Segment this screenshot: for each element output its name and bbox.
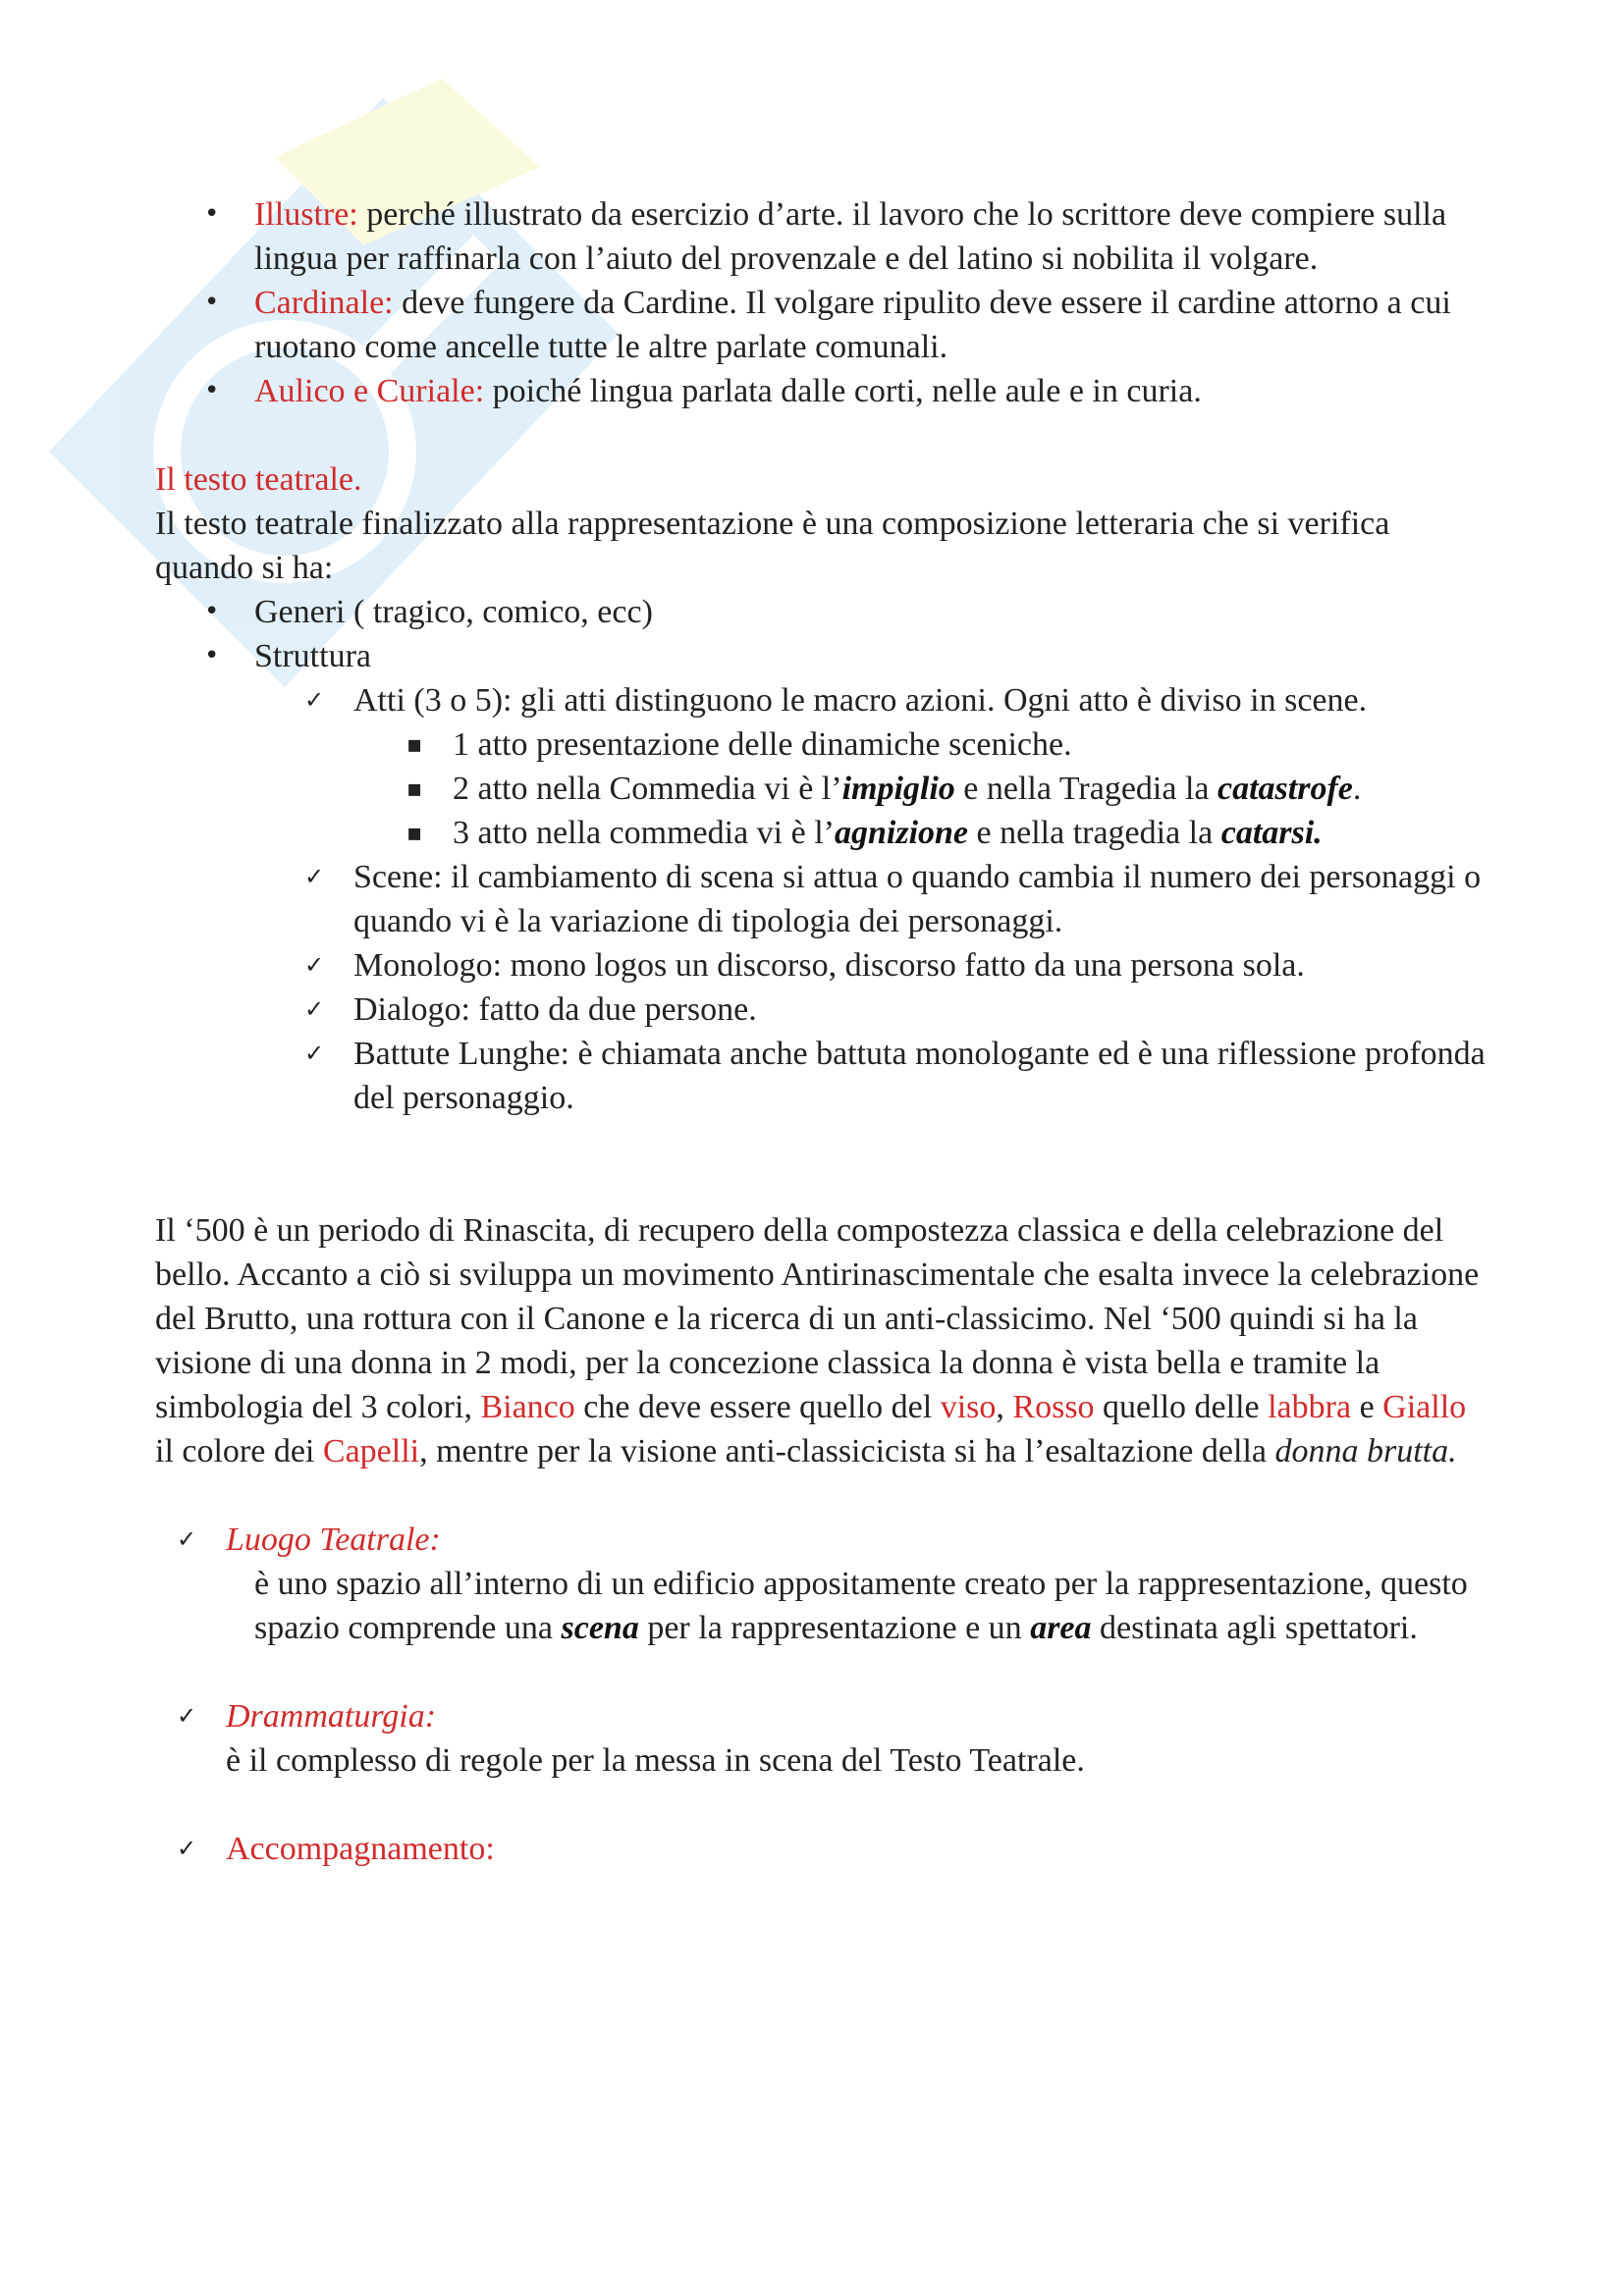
document-page <box>155 192 1490 1871</box>
check-item-drammaturgia <box>155 1694 1490 1738</box>
luogo-title: Luogo Teatrale: <box>226 1522 441 1558</box>
list-item <box>155 369 1490 413</box>
luogo-list <box>155 1518 1490 1562</box>
check-item-monologo: ✓ Monologo: mono logos un discorso, discorso fatto da una persona sola. <box>155 943 1490 988</box>
term-illustre: Illustre: <box>254 196 358 233</box>
teatro-intro: Il testo teatrale finalizzato alla rappresentazione è una composizione letteraria che si verifica quando si ha: <box>155 506 1390 586</box>
term-text: deve fungere da Cardine. Il volgare ripulito deve essere il cardine attorno a cui ruotano come ancelle tutte le altre parlate comunali. <box>254 285 1451 365</box>
intro-bullet-list <box>155 192 1490 413</box>
teatro-list <box>155 590 1490 1120</box>
square-item-atto2: ▪ 2 atto nella Commedia vi è l’impiglio e nella Tragedia la catastrofe. <box>155 767 1490 811</box>
accompagnamento-title: Accompagnamento: <box>226 1831 495 1867</box>
drammaturgia-body: è il complesso di regole per la messa in scena del Testo Teatrale. <box>226 1742 1085 1779</box>
term-text: poiché lingua parlata dalle corti, nelle aule e in curia. <box>484 373 1202 409</box>
list-item <box>155 192 1490 281</box>
check-item-battute: ✓ Battute Lunghe: è chiamata anche battuta monologante ed è una riflessione profonda del personaggio. <box>155 1032 1490 1120</box>
drammaturgia-list <box>155 1694 1490 1738</box>
square-item-atto3: ▪ 3 atto nella commedia vi è l’agnizione e nella tragedia la catarsi. <box>155 811 1490 855</box>
check-item-atti: ✓ Atti (3 o 5): gli atti distinguono le macro azioni. Ogni atto è diviso in scene. <box>155 678 1490 722</box>
check-item-scene: ✓ Scene: il cambiamento di scena si attua o quando cambia il numero dei personaggi o quando vi è la variazione di tipologia dei personaggi. <box>155 855 1490 943</box>
list-item-generi: • Generi ( tragico, comico, ecc) <box>155 590 1490 634</box>
list-item <box>155 281 1490 369</box>
square-item-atto1: ▪ 1 atto presentazione delle dinamiche sceniche. <box>155 722 1490 767</box>
drammaturgia-title: Drammaturgia: <box>226 1698 437 1735</box>
check-item-dialogo: ✓ Dialogo: fatto da due persone. <box>155 988 1490 1032</box>
section-heading-teatro: Il testo teatrale. <box>155 461 362 498</box>
list-item-struttura: • Struttura <box>155 634 1490 678</box>
check-item-accompagnamento <box>155 1827 1490 1871</box>
term-text: perché illustrato da esercizio d’arte. il lavoro che lo scrittore deve compiere sulla lingua per raffinarla con l’aiuto del provenzale e del latino si nobilita il volgare. <box>254 196 1447 277</box>
accompagnamento-list <box>155 1827 1490 1871</box>
luogo-body: è uno spazio all’interno di un edificio appositamente creato per la rappresentazione, questo spazio comprende una scena per la rappresentazione e un area destinata agli spettatori. <box>254 1566 1468 1646</box>
rinascita-paragraph: Il ‘500 è un periodo di Rinascita, di recupero della compostezza classica e della celebrazione del bello. Accanto a ciò si sviluppa un movimento Antirinascimentale che esalta invece la celebrazione del Brutto, una rottura con il Canone e la ricerca di un anti-classicimo. Nel ‘500 quindi si ha la visione di una donna in 2 modi, per la concezione classica la donna è vista bella e tramite la simbologia del 3 colori, Bianco che deve essere quello del viso, Rosso quello delle labbra e Giallo il colore dei Capelli, mentre per la visione anti-classicicista si ha l’esaltazione della donna brutta. <box>155 1212 1480 1469</box>
check-item-luogo <box>155 1518 1490 1562</box>
term-aulico: Aulico e Curiale: <box>254 373 485 409</box>
term-cardinale: Cardinale: <box>254 285 394 321</box>
